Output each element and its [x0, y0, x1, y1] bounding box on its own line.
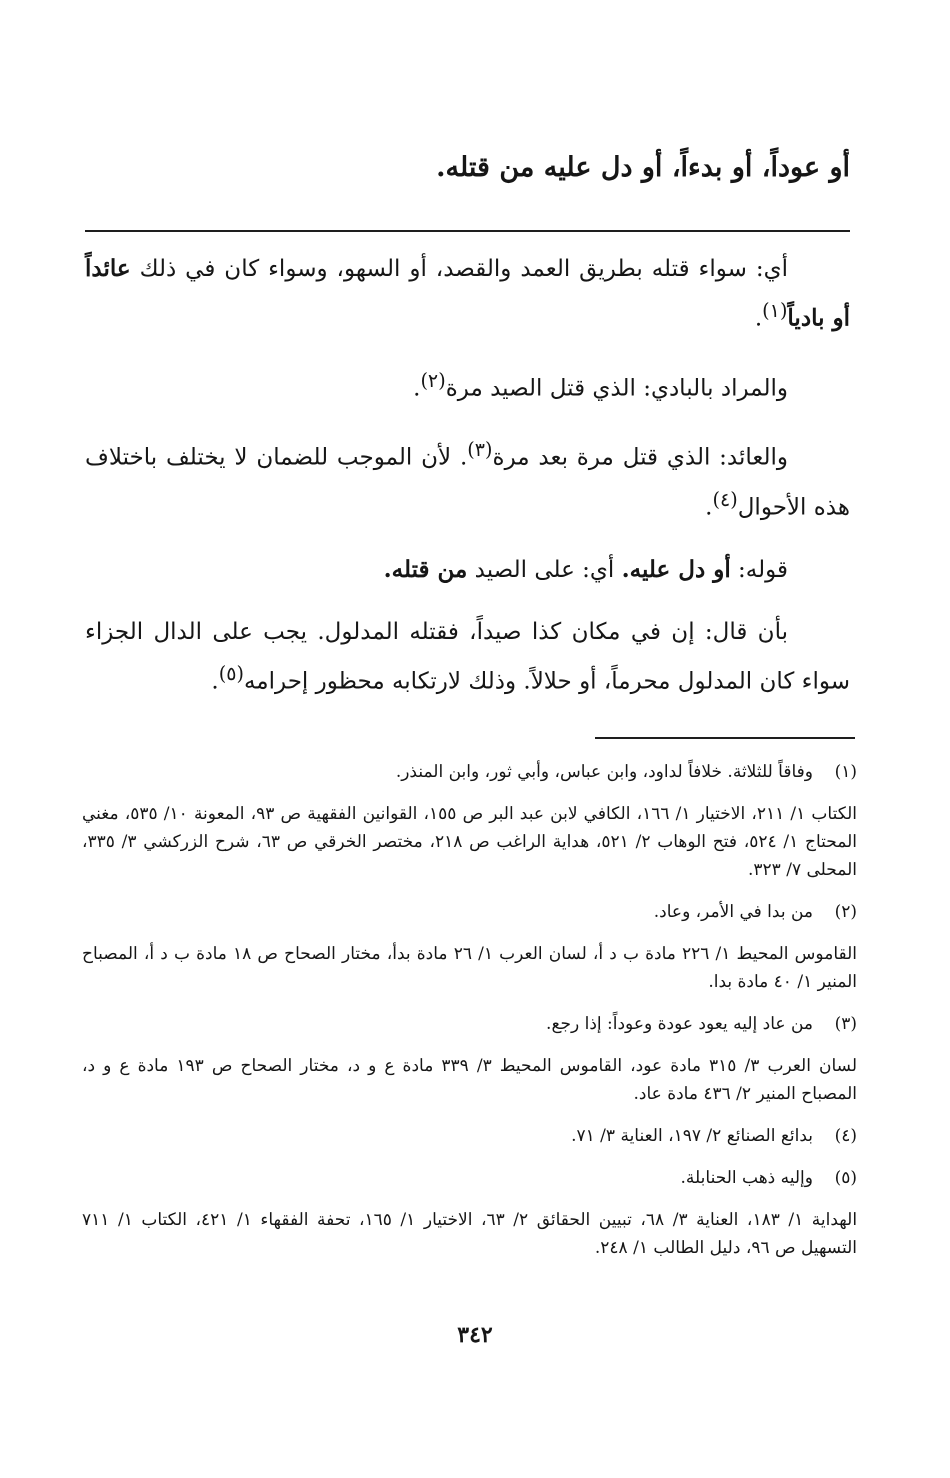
- footnote-4: [82, 1122, 857, 1150]
- footnotes: [82, 758, 857, 1262]
- footnote-3: [82, 1010, 857, 1038]
- footnote-1: [82, 758, 857, 786]
- commentary-paragraph-4: [85, 549, 850, 591]
- bold-quote: أو دل عليه.: [621, 555, 731, 583]
- commentary-paragraph-1: [85, 248, 850, 340]
- footnote-text: وإليه ذهب الحنابلة.: [680, 1168, 813, 1188]
- commentary-paragraph-3: [85, 429, 850, 528]
- footnote-text: من عاد إليه يعود عودة وعوداً: إذا رجع.: [546, 1014, 813, 1034]
- footnote-number: (٢): [834, 902, 857, 922]
- header-divider: [85, 230, 850, 232]
- footnote-references: لسان العرب ٣/ ٣١٥ مادة عود، القاموس المحيط ٣/ ٣٣٩ مادة ع و د، مختار الصحاح ص ١٩٣ مادة ع و د، المصباح المنير ٢/ ٤٣٦ مادة عاد.: [82, 1056, 858, 1104]
- main-text: أو عوداً، أو بدءاً، أو دل عليه من قتله.: [436, 152, 850, 183]
- bold-quote: عائداً أو بادياً: [85, 255, 850, 332]
- footnote-marker: (٣): [467, 438, 493, 462]
- footnote-marker: (٥): [218, 661, 244, 685]
- footnote-number: (٣): [834, 1014, 857, 1034]
- paragraph-end: .: [413, 375, 421, 402]
- paragraph-end: .: [705, 494, 713, 521]
- footnote-divider: [595, 737, 855, 739]
- footnote-marker: (١): [762, 299, 788, 322]
- footnote-2: [82, 898, 857, 926]
- paragraph-text: أي: سواء قتله بطريق العمد والقصد، أو السهو، وسواء كان في ذلك: [130, 256, 788, 282]
- footnote-references: القاموس المحيط ١/ ٢٢٦ مادة ب د أ، لسان العرب ١/ ٢٦ مادة بدأ، مختار الصحاح ص ١٨ مادة ب د أ، المصباح المنير ١/ ٤٠ مادة بدا.: [82, 944, 857, 992]
- commentary-paragraph-5: [85, 611, 850, 703]
- paragraph-text: قوله:: [730, 556, 788, 583]
- paragraph-text: والمراد بالبادي: الذي قتل الصيد مرة: [445, 375, 788, 402]
- footnote-text: بدائع الصنائع ٢/ ١٩٧، العناية ٣/ ٧١.: [571, 1126, 813, 1146]
- bold-quote: من قتله.: [383, 555, 468, 583]
- commentary: [85, 248, 850, 722]
- footnote-text: من بدا في الأمر، وعاد.: [653, 902, 813, 922]
- paragraph-end: .: [211, 668, 219, 695]
- paragraph-text: بأن قال: إن في مكان كذا صيداً، فقتله المدلول. يجب على الدال الجزاء سواء كان المدلول محرماً، أو حلالاً. وذلك لارتكابه محظور إحرامه: [85, 618, 850, 695]
- paragraph-end: .: [754, 305, 763, 332]
- footnote-number: (١): [834, 762, 857, 782]
- footnote-references: الهداية ١/ ١٨٣، العناية ٣/ ٦٨، تبيين الحقائق ٢/ ٦٣، الاختيار ١/ ١٦٥، تحفة الفقهاء ١/ ٤٢١، الكتاب ١/ ٧١١ التسهيل ص ٩٦، دليل الطالب ١/ ٢٤٨.: [82, 1210, 858, 1258]
- page-number: ٣٤٢: [457, 1322, 493, 1348]
- paragraph-text: والعائد: الذي قتل مرة بعد مرة: [492, 444, 788, 471]
- footnote-marker: (٤): [712, 487, 738, 511]
- paragraph-text: . لأن الموجب للضمان لا يختلف باختلاف هذه الأحوال: [85, 444, 850, 521]
- paragraph-text: أي: على الصيد: [467, 556, 622, 583]
- footnote-text: وفاقاً للثلاثة. خلافاً لداود، وابن عباس، وأبي ثور، وابن المنذر.: [395, 762, 813, 782]
- commentary-paragraph-2: [85, 360, 850, 410]
- footnote-number: (٥): [834, 1168, 857, 1188]
- footnote-number: (٤): [834, 1126, 857, 1146]
- footnote-references: الكتاب ١/ ٢١١، الاختيار ١/ ١٦٦، الكافي لابن عبد البر ص ١٥٥، القوانين الفقهية ص ٩٣، المعونة ١٠/ ٥٣٥، مغني المحتاج ١/ ٥٢٤، فتح الوهاب ٢/ ٥٢١، هداية الراغب ص ٢١٨، مختصر الخرقي ص ٦٣، شرح الزركشي ٣/ ٣٣٥، المحلى ٧/ ٣٢٣.: [82, 804, 858, 880]
- footnote-5: [82, 1164, 857, 1192]
- footnote-marker: (٢): [420, 368, 446, 392]
